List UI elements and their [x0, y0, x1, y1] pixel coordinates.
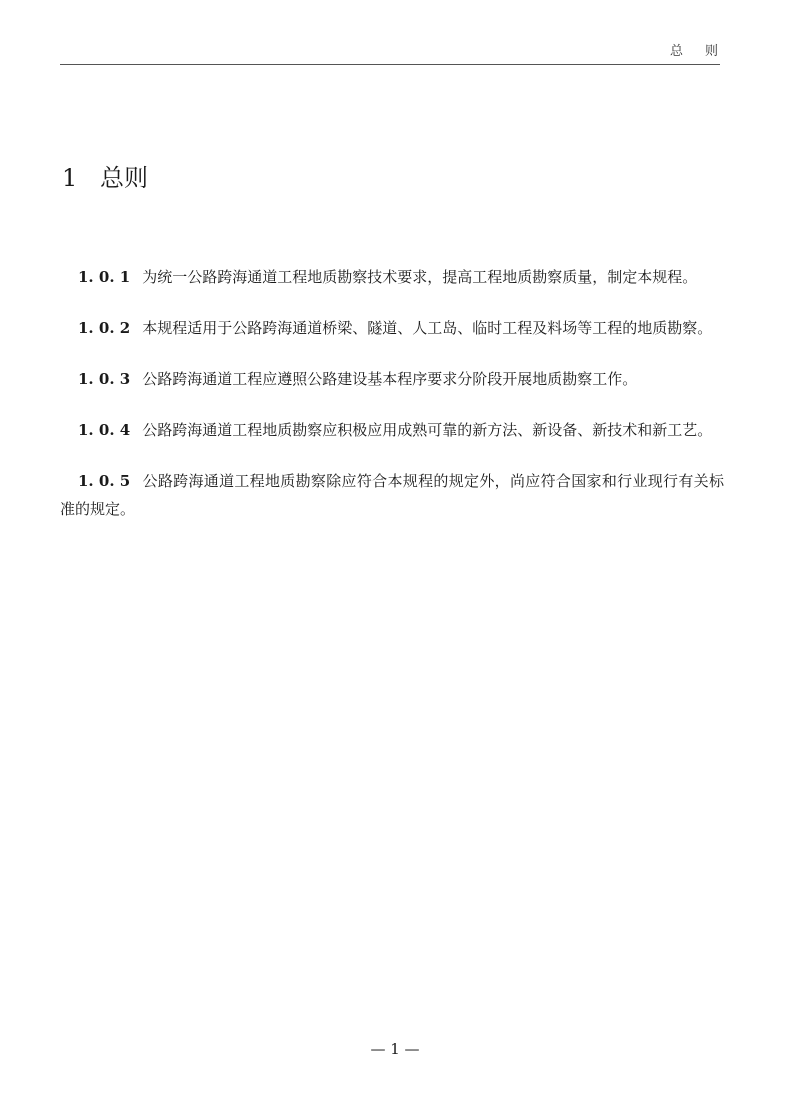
clause-list — [60, 263, 724, 546]
clause-number: 1. 0. 5 — [78, 472, 131, 490]
page-number: — 1 — — [370, 1040, 420, 1058]
clause-text: 公路跨海通道工程地质勘察除应符合本规程的规定外，尚应符合国家和行业现行有关标准的规定。 — [60, 472, 724, 518]
running-header: 总则 — [669, 44, 740, 59]
clause-text: 公路跨海通道工程应遵照公路建设基本程序要求分阶段开展地质勘察工作。 — [142, 370, 638, 388]
clause-1-0-1 — [60, 263, 724, 291]
clause-text: 为统一公路跨海通道工程地质勘察技术要求，提高工程地质勘察质量，制定本规程。 — [142, 268, 698, 286]
header-divider — [60, 64, 720, 65]
clause-number: 1. 0. 3 — [78, 370, 131, 388]
chapter-number: 1 — [62, 164, 78, 192]
clause-1-0-5 — [60, 467, 724, 523]
clause-text: 公路跨海通道工程地质勘察应积极应用成熟可靠的新方法、新设备、新技术和新工艺。 — [142, 421, 713, 439]
clause-1-0-3 — [60, 365, 724, 393]
clause-1-0-2 — [60, 314, 724, 342]
chapter-heading — [62, 160, 148, 196]
clause-number: 1. 0. 1 — [78, 268, 131, 286]
clause-number: 1. 0. 2 — [78, 319, 131, 337]
clause-text: 本规程适用于公路跨海通道桥梁、隧道、人工岛、临时工程及料场等工程的地质勘察。 — [142, 319, 713, 337]
chapter-title: 总则 — [100, 164, 148, 192]
clause-number: 1. 0. 4 — [78, 421, 131, 439]
clause-1-0-4 — [60, 416, 724, 444]
